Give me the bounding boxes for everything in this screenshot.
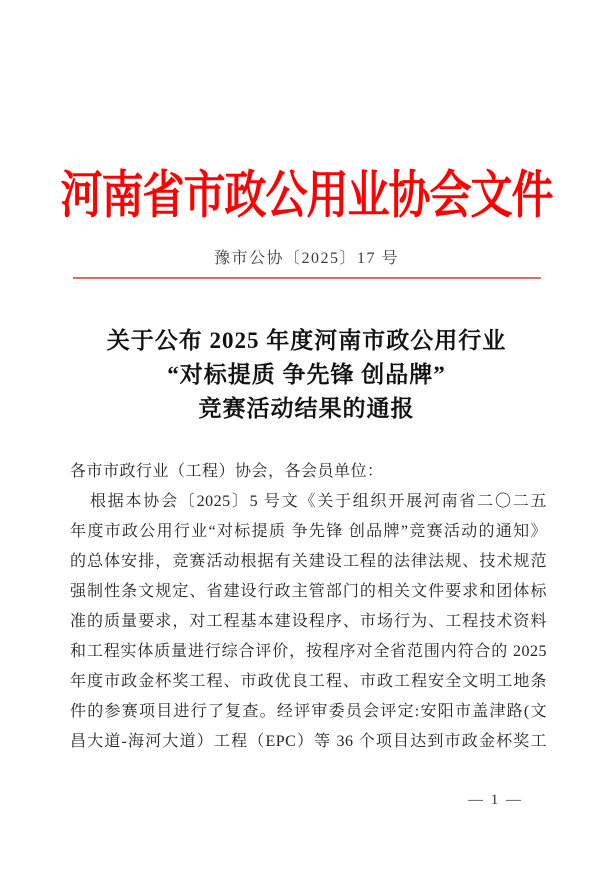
red-rule (73, 277, 541, 279)
doc-body (70, 457, 547, 757)
body-line: 强制性条文规定、省建设行政主管部门的相关文件要求和团体标 (70, 583, 547, 600)
doc-title-line-3: 竞赛活动结果的通报 (198, 396, 415, 421)
body-line: 年度市政金杯奖工程、市政优良工程、市政工程安全文明工地条 (70, 673, 547, 690)
body-line: 昌大道-海河大道）工程（EPC）等 36 个项目达到市政金杯奖工 (70, 733, 547, 750)
body-line: 准的质量要求，对工程基本建设程序、市场行为、工程技术资料 (70, 613, 547, 630)
body-line: 年度市政公用行业“对标提质 争先锋 创品牌”竞赛活动的通知》 (70, 523, 547, 540)
doc-title-line-2: “对标提质 争先锋 创品牌” (167, 362, 446, 387)
doc-title (40, 324, 573, 426)
doc-title-line-1: 关于公布 2025 年度河南市政公用行业 (106, 328, 507, 353)
body-line: 的总体安排，竞赛活动根据有关建设工程的法律法规、技术规范 (70, 553, 547, 570)
document-header (0, 156, 613, 228)
body-line: 根据本协会〔2025〕5 号文《关于组织开展河南省二〇二五 (90, 493, 547, 510)
page-number: — 1 — (468, 792, 523, 808)
org-title: 河南省市政公用业协会文件 (60, 168, 553, 225)
body-line: 件的参赛项目进行了复查。经评审委员会评定:安阳市盖津路(文 (70, 703, 547, 720)
doc-number: 豫市公协〔2025〕17 号 (213, 250, 399, 267)
body-line: 和工程实体质量进行综合评价，按程序对全省范围内符合的 2025 (70, 643, 547, 660)
body-salutation: 各市市政行业（工程）协会，各会员单位： (70, 463, 384, 480)
